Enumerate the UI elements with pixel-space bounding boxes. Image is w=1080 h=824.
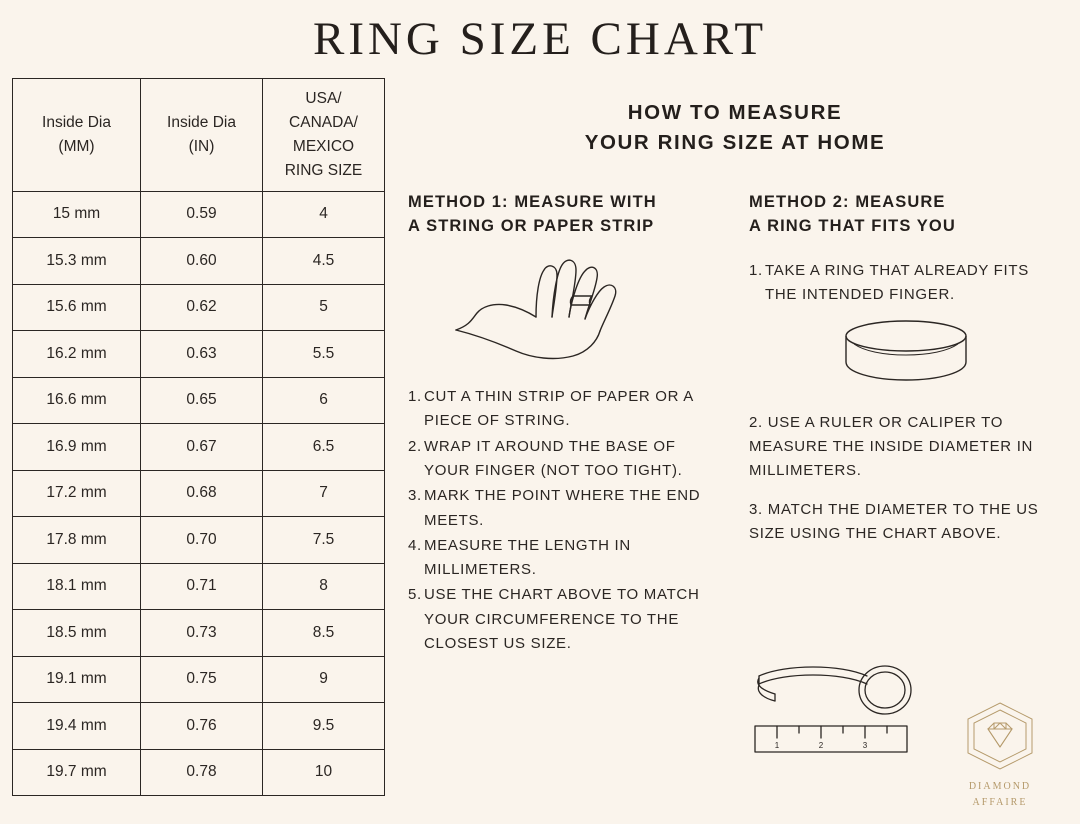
header-line: CANADA/ [289,113,358,131]
cell-dia-mm: 19.4 mm [13,703,141,750]
cell-dia-mm: 17.8 mm [13,517,141,564]
method-2-heading-line-1: METHOD 2: MEASURE [749,193,946,212]
howto-line-1: HOW TO MEASURE [627,100,843,124]
header-line: USA/ [305,89,342,107]
cell-dia-in: 0.68 [141,470,263,517]
table-row [13,563,385,610]
cell-dia-mm: 18.1 mm [13,563,141,610]
cell-dia-in: 0.60 [141,238,263,285]
header-line: (IN) [188,137,215,155]
cell-dia-in: 0.71 [141,563,263,610]
cell-us-size: 6.5 [263,424,385,471]
svg-text:3: 3 [862,741,868,750]
howto-line-2: YOUR RING SIZE AT HOME [584,131,886,155]
table-row [13,331,385,378]
methods-row [408,191,1062,657]
column-header-inside-dia-in [141,78,263,191]
step-number: 1. [749,262,763,280]
column-header-usa-ring-size [263,78,385,191]
table-row [13,517,385,564]
header-line: Inside Dia [42,113,111,131]
method-1-heading-line-1: METHOD 1: MEASURE WITH [408,193,657,212]
list-item [408,583,721,656]
method-1-heading-line-2: A STRING OR PAPER STRIP [408,217,655,236]
svg-text:2: 2 [818,741,824,750]
method-2 [735,191,1062,657]
svg-text:1: 1 [774,741,780,750]
cell-dia-mm: 19.1 mm [13,656,141,703]
table-row [13,656,385,703]
logo-line-1: DIAMOND [968,781,1032,792]
howto-heading [408,98,1062,160]
cell-dia-mm: 15.3 mm [13,238,141,285]
cell-dia-mm: 18.5 mm [13,610,141,657]
cell-dia-mm: 15.6 mm [13,284,141,331]
cell-us-size: 8 [263,563,385,610]
list-item [408,385,721,434]
cell-us-size: 6 [263,377,385,424]
cell-dia-mm: 16.6 mm [13,377,141,424]
cell-dia-mm: 19.7 mm [13,749,141,796]
table-row [13,424,385,471]
page-title: RING SIZE CHART [312,13,768,65]
cell-us-size: 5.5 [263,331,385,378]
cell-us-size: 7 [263,470,385,517]
column-header-inside-dia-mm [13,78,141,191]
method-1-steps [408,385,721,656]
header-line: Inside Dia [167,113,236,131]
table-row [13,377,385,424]
step-number: 2. [408,437,422,455]
step-number: 1. [408,388,422,406]
instructions-panel [384,66,1080,658]
cell-us-size: 9 [263,656,385,703]
ring-size-table-wrap [12,78,384,797]
table-row [13,470,385,517]
cell-dia-in: 0.59 [141,191,263,238]
step-number: 5. [408,586,422,604]
method-2-step-1 [749,259,1062,308]
cell-dia-in: 0.76 [141,703,263,750]
cell-dia-in: 0.70 [141,517,263,564]
cell-us-size: 10 [263,749,385,796]
step-text: USE THE CHART ABOVE TO MATCH YOUR CIRCUMFERENCE TO THE CLOSEST US SIZE. [424,586,700,652]
method-1 [408,191,735,657]
table-row [13,703,385,750]
cell-dia-in: 0.65 [141,377,263,424]
header-line: MEXICO [292,137,355,155]
cell-us-size: 7.5 [263,517,385,564]
step-text: CUT A THIN STRIP OF PAPER OR A PIECE OF STRING. [424,388,694,430]
diamond-icon [958,699,1042,773]
header-line: (MM) [58,137,95,155]
step-text: WRAP IT AROUND THE BASE OF YOUR FINGER (NOT TOO TIGHT). [424,437,683,479]
cell-dia-in: 0.67 [141,424,263,471]
step-text: MARK THE POINT WHERE THE END MEETS. [424,487,701,529]
cell-us-size: 4 [263,191,385,238]
cell-us-size: 9.5 [263,703,385,750]
cell-dia-mm: 17.2 mm [13,470,141,517]
cell-dia-in: 0.78 [141,749,263,796]
ruler-and-ring-illustration [745,654,945,779]
hand-illustration [408,255,721,375]
list-item [408,534,721,583]
step-text: TAKE A RING THAT ALREADY FITS THE INTENDED FINGER. [765,262,1029,304]
cell-dia-in: 0.73 [141,610,263,657]
method-2-heading-line-2: A RING THAT FITS YOU [749,217,956,236]
table-row [13,610,385,657]
list-item [408,484,721,533]
table-row [13,238,385,285]
table-row [13,191,385,238]
ring-size-table [12,78,385,797]
cell-us-size: 4.5 [263,238,385,285]
cell-dia-in: 0.63 [141,331,263,378]
cell-dia-mm: 16.9 mm [13,424,141,471]
table-row [13,284,385,331]
method-2-step-3: 3. MATCH THE DIAMETER TO THE US SIZE USING THE CHART ABOVE. [749,500,1039,542]
ring-illustration [749,314,1062,397]
list-item [408,435,721,484]
cell-us-size: 8.5 [263,610,385,657]
cell-dia-mm: 15 mm [13,191,141,238]
step-number: 3. [408,487,422,505]
method-1-heading [408,191,721,239]
cell-dia-in: 0.62 [141,284,263,331]
cell-us-size: 5 [263,284,385,331]
table-header-row [13,78,385,191]
cell-dia-in: 0.75 [141,656,263,703]
method-2-heading [749,191,1062,239]
logo-line-2: AFFAIRE [972,797,1028,808]
brand-logo [940,699,1060,810]
header-line: RING SIZE [284,161,363,179]
step-number: 4. [408,536,422,554]
table-row [13,749,385,796]
cell-dia-mm: 16.2 mm [13,331,141,378]
method-2-step-2: 2. USE A RULER OR CALIPER TO MEASURE THE INSIDE DIAMETER IN MILLIMETERS. [749,413,1034,480]
step-text: MEASURE THE LENGTH IN MILLIMETERS. [424,536,631,579]
